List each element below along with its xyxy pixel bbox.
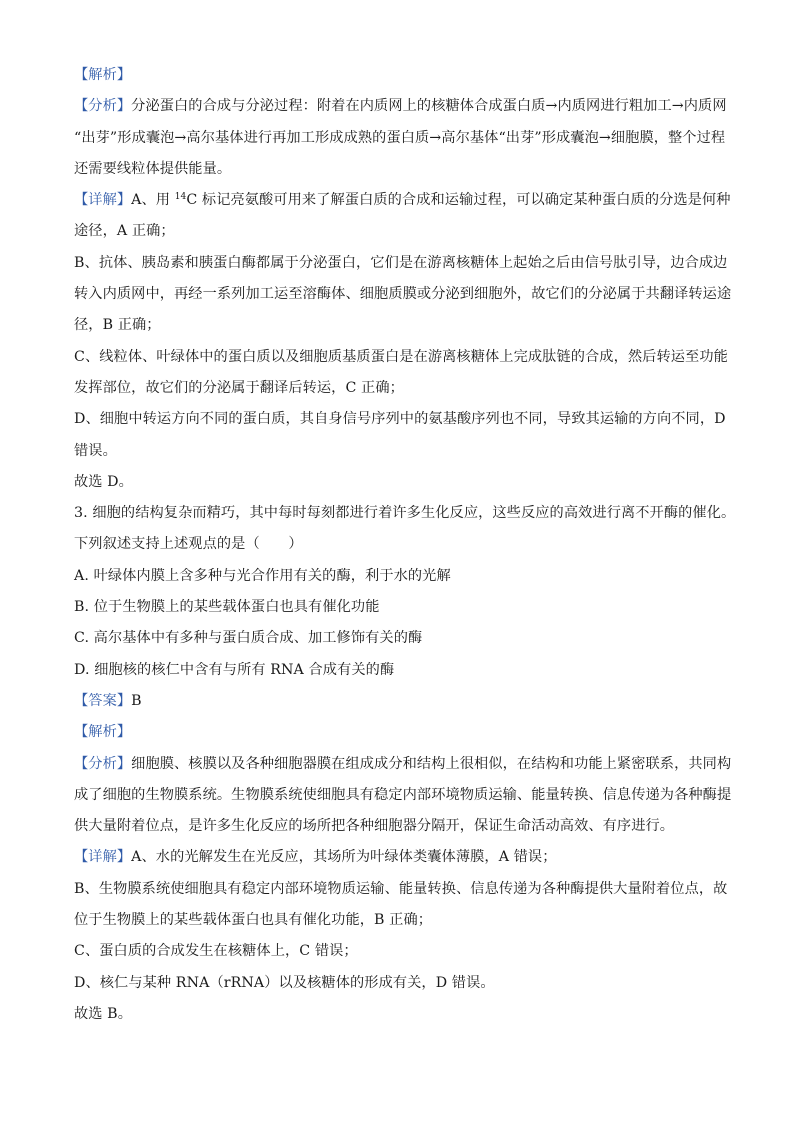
final-choice: 故选 D。 [74, 473, 133, 490]
fenxi-tag: 【分析】 [74, 98, 132, 115]
detail-line: 途径，A 正确； [74, 223, 175, 240]
detail-text: A、水的光解发生在光反应，其场所为叶绿体类囊体薄膜，A 错误； [131, 849, 557, 866]
question-stem: 下列叙述支持上述观点的是（ ） [74, 536, 303, 553]
question-stem: 3. 细胞的结构复杂而精巧，其中每时每刻都进行着许多生化反应，这些反应的高效进行离不开酶的催化。 [74, 505, 736, 522]
option-c: C. 高尔基体中有多种与蛋白质合成、加工修饰有关的酶 [74, 630, 423, 647]
option-a: A. 叶绿体内膜上含多种与光合作用有关的酶，利于水的光解 [74, 567, 451, 584]
detail-line: 错误。 [74, 442, 117, 459]
analysis-text: 细胞膜、核膜以及各种细胞器膜在组成成分和结构上很相似，在结构和功能上紧密联系，共同构 [131, 755, 732, 772]
detail-line: C、蛋白质的合成发生在核糖体上，C 错误； [74, 943, 358, 960]
option-b: B. 位于生物膜上的某些载体蛋白也具有催化功能 [74, 599, 380, 616]
answer-value: B [131, 692, 142, 709]
detail-line: 径，B 正确； [74, 317, 161, 334]
page-content [74, 60, 736, 1030]
detail-text: A、用 [131, 192, 175, 209]
detail-line: B、生物膜系统使细胞具有稳定内部环境物质运输、能量转换、信息传递为各种酶提供大量附着位点，故 [74, 880, 728, 897]
detail-line: D、细胞中转运方向不同的蛋白质，其自身信号序列中的氨基酸序列也不同，导致其运输的方向不同，D [74, 411, 726, 428]
option-d: D. 细胞核的核仁中含有与所有 RNA 合成有关的酶 [74, 661, 395, 678]
analysis-line [74, 749, 732, 780]
analysis-line: 成了细胞的生物膜系统。生物膜系统使细胞具有稳定内部环境物质运输、能量转换、信息传递为各种酶提 [74, 786, 732, 803]
final-choice: 故选 B。 [74, 1005, 132, 1022]
fenxi-tag: 【分析】 [74, 755, 132, 772]
analysis-line [74, 91, 727, 122]
detail-line: 转入内质网中，再经一系列加工运至溶酶体、细胞质膜或分泌到细胞外，故它们的分泌属于共翻译转运途 [74, 286, 732, 303]
detail-line: B、抗体、胰岛素和胰蛋白酶都属于分泌蛋白，它们是在游离核糖体上起始之后由信号肽引导，边合成边 [74, 254, 728, 271]
analysis-line: “出芽”形成囊泡→高尔基体进行再加工形成成熟的蛋白质→高尔基体“出芽”形成囊泡→细胞膜，整个过程 [74, 129, 726, 146]
answer-line [74, 686, 724, 717]
detail-line: C、线粒体、叶绿体中的蛋白质以及细胞质基质蛋白是在游离核糖体上完成肽链的合成，然后转运至功能 [74, 348, 728, 365]
analysis-line: 供大量附着位点，是许多生化反应的场所把各种细胞器分隔开，保证生命活动高效、有序进行。 [74, 818, 675, 835]
detail-line: 发挥部位，故它们的分泌属于翻译后转运，C 正确； [74, 379, 404, 396]
detail-text: C 标记亮氨酸可用来了解蛋白质的合成和运输过程，可以确定某种蛋白质的分选是何种 [186, 192, 731, 209]
isotope-superscript: 14 [174, 192, 187, 203]
analysis-line: 还需要线粒体提供能量。 [74, 160, 232, 177]
detail-line: D、核仁与某种 RNA（rRNA）以及核糖体的形成有关，D 错误。 [74, 974, 495, 991]
analysis-heading: 【解析】 [74, 67, 132, 83]
analysis-heading: 【解析】 [74, 724, 132, 741]
xiangjie-tag: 【详解】 [74, 192, 132, 209]
answer-tag: 【答案】 [74, 692, 132, 709]
xiangjie-tag: 【详解】 [74, 849, 132, 866]
detail-line [74, 842, 724, 873]
detail-line [74, 185, 731, 216]
detail-line: 位于生物膜上的某些载体蛋白也具有催化功能，B 正确； [74, 912, 433, 929]
analysis-text: 分泌蛋白的合成与分泌过程：附着在内质网上的核糖体合成蛋白质→内质网进行粗加工→内质网 [131, 98, 727, 115]
